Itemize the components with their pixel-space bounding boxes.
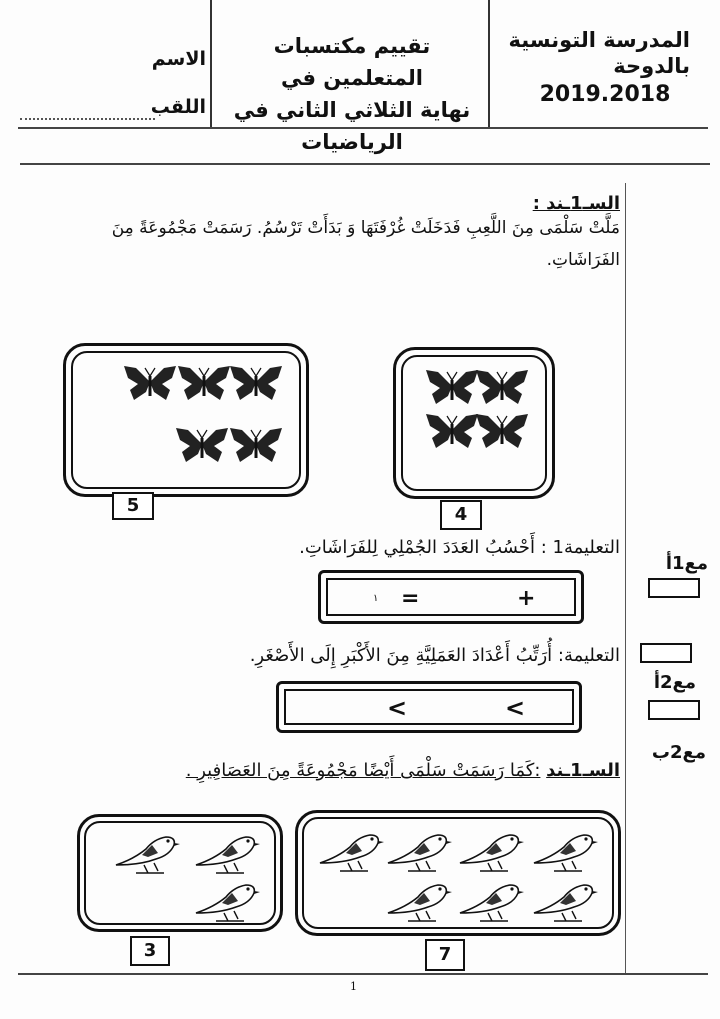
bird-frame-right xyxy=(295,810,621,936)
header-divider xyxy=(210,0,212,128)
plus-sign: + xyxy=(517,586,536,611)
task1-instruction xyxy=(299,537,620,558)
footer-line xyxy=(18,973,708,975)
criterion-2a: مع2أ xyxy=(653,672,696,693)
name-dotted-line xyxy=(20,118,155,120)
criterion-1a-score-box[interactable] xyxy=(648,578,700,598)
section1-label: السـ1ـند : xyxy=(532,193,620,214)
less-than-sign-2: < xyxy=(387,694,408,722)
butterfly-frame-left xyxy=(63,343,309,497)
name-label: الاسم xyxy=(151,48,206,70)
criteria-column-line xyxy=(625,183,626,973)
less-than-sign-1: < xyxy=(505,694,526,722)
section2-label: السـ1ـند xyxy=(546,760,620,781)
surname-label: اللقب xyxy=(150,96,206,118)
page-number: 1 xyxy=(350,980,357,993)
butterfly-count-left: 5 xyxy=(112,492,154,520)
bird-count-left: 3 xyxy=(130,936,170,966)
small-mark: ١ xyxy=(373,593,379,604)
task2-text: أُرَتِّبُ أَعْدَادَ العَمَلِيَّةِ مِنَ الأَكْبَرِ إِلَى الأَصْغَرِ. xyxy=(249,645,553,666)
bird-count-right: 7 xyxy=(425,939,465,971)
section1-text-line2: الفَرَاشَاتِ. xyxy=(546,250,620,270)
header-divider xyxy=(488,0,490,128)
order-answer-bar xyxy=(276,681,582,733)
butterfly-group-left xyxy=(66,346,306,494)
sum-answer-bar xyxy=(318,570,584,624)
bird-frame-left xyxy=(77,814,283,932)
criterion-1a: مع1أ xyxy=(665,553,708,574)
butterfly-count-right: 4 xyxy=(440,500,482,530)
exam-title: تقييم مكتسبات المتعلمين في نهاية الثلاثي الثاني في الرياضيات xyxy=(233,34,471,154)
bird-group-right xyxy=(298,813,618,933)
butterfly-group-right xyxy=(396,350,552,496)
section1-text-line1: مَلَّتْ سَلْمَى مِنَ اللَّعِبِ فَدَخَلَتْ غُرْفَتَهَا وَ بَدَأَتْ تَرْسُمُ. رَسَمَتْ مَجْمُوعَةً مِنَ xyxy=(111,218,620,238)
section-separator xyxy=(20,163,710,165)
section2-statement xyxy=(178,760,620,781)
task2-label: التعليمة: xyxy=(557,645,620,666)
criterion-2a-score-box[interactable] xyxy=(648,700,700,720)
criterion-2b: مع2ب xyxy=(651,742,706,763)
task1-text: أَحْسُبُ العَدَدَ الجُمْلِي لِلفَرَاشَاتِ. xyxy=(299,537,535,558)
task1-label: التعليمة1 : xyxy=(540,537,620,558)
task2-instruction xyxy=(244,645,620,666)
butterfly-frame-right xyxy=(393,347,555,499)
section2-text: :كَمَا رَسَمَتْ سَلْمَى أَيْضًا مَجْمُوعَةً مِنَ العَصَافِيرِ . xyxy=(185,760,541,781)
criterion-2a-score-box-top[interactable] xyxy=(640,643,692,663)
bird-group-left xyxy=(80,817,280,929)
equals-sign: = xyxy=(401,586,420,611)
school-name: المدرسة التونسية بالدوحة 2019.2018 xyxy=(508,28,690,107)
